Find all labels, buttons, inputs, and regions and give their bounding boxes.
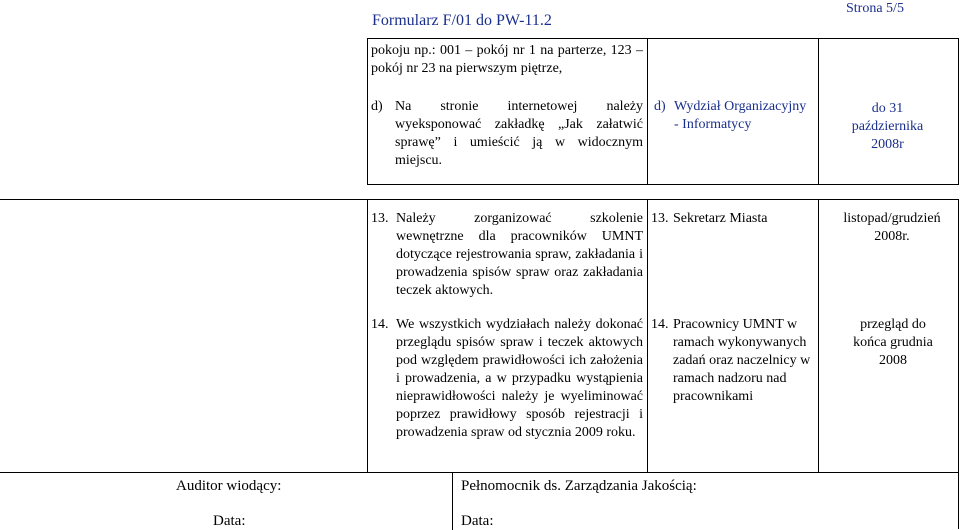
auditor-date-label: Data:: [213, 513, 246, 529]
responsible-row-14-number: 14.: [651, 317, 669, 332]
task-row-14-text: We wszystkich wydziałach należy dokonać przeglądu spisów spraw i teczek aktowych pod względem prawidłowości ich założenia i prowadzenia, a w przypadku wystąpienia nieprawidłowości należy je wyeliminować poprzez prawidłowy sposób rejestracji i prowadzenia spraw od stycznia 2009 roku.: [396, 317, 643, 440]
main-table-divider-2: [818, 199, 819, 472]
deadline-row-13: listopad/grudzień 2008r.: [843, 211, 941, 244]
main-table-border-right: [958, 199, 959, 529]
responsible-row-14: [651, 316, 815, 406]
top-table-border-top: [367, 38, 959, 39]
auditor-label: Auditor wiodący:: [176, 478, 282, 494]
top-table-border-right: [958, 38, 959, 184]
task-item-d-text: Na stronie internetowej należy wyeksponować zakładkę „Jak załatwić sprawę” i umieścić ją w widocznym miejscu.: [395, 99, 643, 168]
task-row-14-number: 14.: [371, 317, 389, 332]
top-table-border-left: [367, 38, 368, 184]
responsible-d-label: d): [654, 99, 666, 114]
top-table-divider-2: [818, 38, 819, 184]
main-table-border-top: [0, 199, 959, 200]
task-row-13-number: 13.: [371, 211, 389, 226]
task-row-13: [371, 210, 643, 300]
continued-text: pokoju np.: 001 – pokój nr 1 na parterze, 123 – pokój nr 23 na pierwszym piętrze,: [371, 43, 643, 76]
responsible-d-text: Wydział Organizacyjny - Informatycy: [674, 99, 807, 132]
deadline-d: do 31 października 2008r: [851, 101, 924, 152]
responsible-row-13-text: Sekretarz Miasta: [673, 211, 768, 226]
page-number: Strona 5/5: [846, 1, 904, 16]
representative-date-label: Data:: [461, 513, 494, 529]
top-table-border-bottom: [367, 184, 959, 185]
task-row-13-text: Należy zorganizować szkolenie wewnętrzne dla pracowników UMNT dotyczące rejestrowania spraw, zakładania i prowadzenia spisów spraw oraz zakładania teczek aktowych.: [396, 211, 643, 298]
task-item-d-label: d): [371, 99, 383, 114]
main-table-divider-left: [367, 199, 368, 472]
main-table-divider-1: [647, 199, 648, 472]
representative-label: Pełnomocnik ds. Zarządzania Jakością:: [461, 478, 697, 494]
form-title: Formularz F/01 do PW-11.2: [372, 12, 552, 29]
responsible-row-13-number: 13.: [651, 211, 669, 226]
top-table-divider-1: [647, 38, 648, 184]
task-item-d: [371, 98, 643, 170]
deadline-row-14: przegląd do końca grudnia 2008: [853, 317, 933, 368]
footer-divider: [452, 472, 453, 530]
main-table-row-divider: [0, 472, 959, 473]
responsible-row-14-text: Pracownicy UMNT w ramach wykonywanych zadań oraz naczelnicy w ramach nadzoru nad pracownikami: [673, 317, 811, 404]
task-row-14: [371, 316, 643, 442]
responsible-row-13: [651, 210, 815, 228]
responsible-d: [654, 98, 812, 134]
